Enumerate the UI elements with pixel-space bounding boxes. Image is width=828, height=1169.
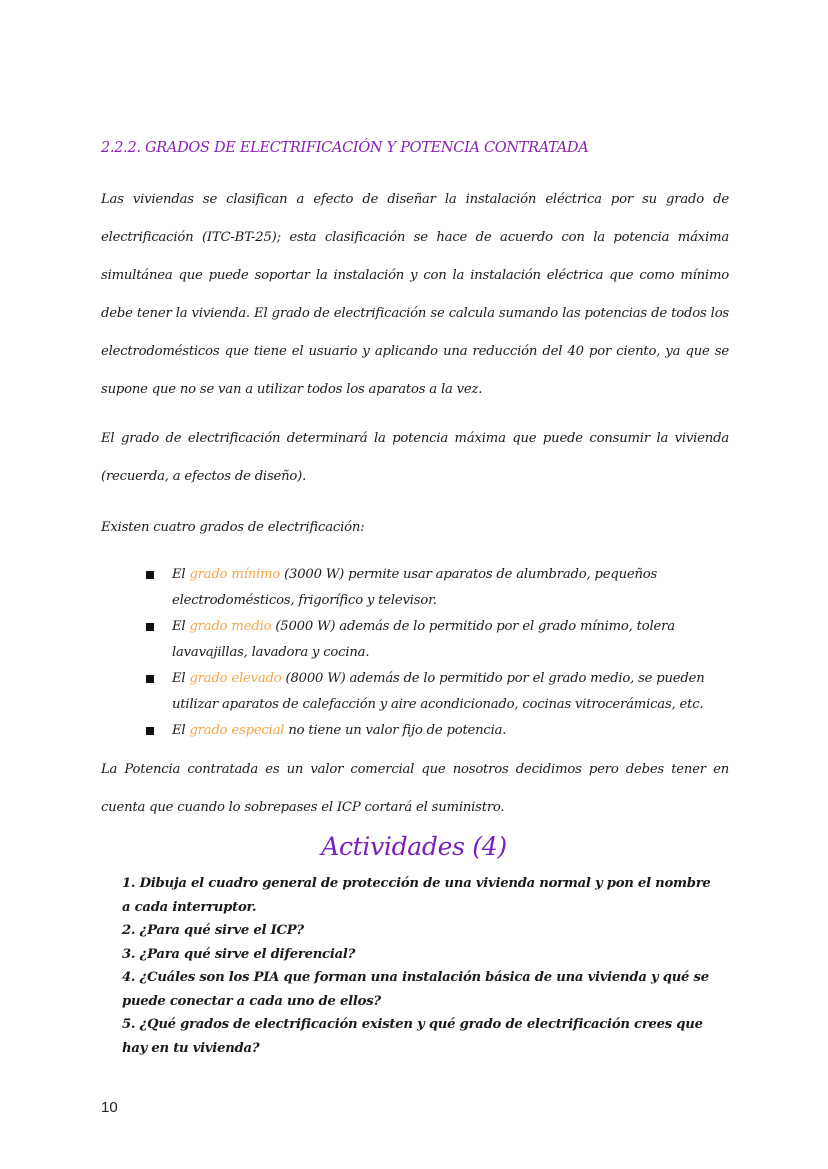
square-bullet-icon — [146, 675, 154, 683]
grade-highlight: grado especial — [189, 723, 285, 738]
square-bullet-icon — [146, 727, 154, 735]
grade-prefix: El — [172, 723, 190, 738]
activity-item: 1. Dibuja el cuadro general de protección de una vivienda normal y pon el nombre a cada interruptor. — [122, 876, 711, 915]
grade-description: no tiene un valor fijo de potencia. — [284, 723, 507, 738]
list-item — [143, 718, 733, 744]
activity-item: 5. ¿Qué grados de electrificación existen y qué grado de electrificación crees que hay en tu vivienda? — [122, 1017, 703, 1056]
square-bullet-icon — [146, 571, 154, 579]
grade-prefix: El — [172, 619, 190, 634]
list-item — [143, 666, 733, 718]
activities-list — [122, 872, 722, 1060]
paragraph-four-grades: Existen cuatro grados de electrificación: — [101, 520, 365, 535]
list-item — [143, 562, 733, 614]
grade-highlight: grado elevado — [189, 671, 282, 686]
grade-prefix: El — [172, 567, 190, 582]
list-item — [143, 614, 733, 666]
activity-item: 3. ¿Para qué sirve el diferencial? — [122, 946, 356, 962]
paragraph-contracted-power: La Potencia contratada es un valor comercial que nosotros decidimos pero debes tener en cuenta que cuando lo sobrepases el ICP cortará el suministro. — [101, 762, 729, 815]
grades-list — [143, 562, 733, 744]
grade-highlight: grado mínimo — [189, 567, 281, 582]
page-number: 10 — [101, 1099, 118, 1116]
section-title: 2.2.2. GRADOS DE ELECTRIFICACIÓN Y POTENCIA CONTRATADA — [101, 140, 589, 156]
activity-item: 4. ¿Cuáles son los PIA que forman una instalación básica de una vivienda y qué se puede conectar a cada uno de ellos? — [122, 970, 709, 1009]
grade-highlight: grado medio — [189, 619, 272, 634]
grade-description: (5000 W) además de lo permitido por el grado mínimo, tolera lavavajillas, lavadora y cocina. — [172, 619, 675, 660]
activity-item: 2. ¿Para qué sirve el ICP? — [122, 923, 304, 938]
square-bullet-icon — [146, 623, 154, 631]
grade-prefix: El — [172, 671, 190, 686]
grade-description: (3000 W) permite usar aparatos de alumbrado, pequeños electrodomésticos, frigorífico y televisor. — [172, 567, 658, 608]
grade-description: (8000 W) además de lo permitido por el grado medio, se pueden utilizar aparatos de calefacción y aire acondicionado, cocinas vitrocerámicas, etc. — [172, 671, 705, 712]
activities-title: Actividades (4) — [321, 832, 507, 861]
paragraph-classification: Las viviendas se clasifican a efecto de diseñar la instalación eléctrica por su grado de electrificación (ITC-BT-25); esta clasificación se hace de acuerdo con la potencia máxima simultánea que puede soportar la instalación y con la instalación eléctrica que como mínimo debe tener la vivienda. El grado de electrificación se calcula sumando las potencias de todos los electrodomésticos que tiene el usuario y aplicando una reducción del 40 por ciento, ya que se supone que no se van a utilizar todos los aparatos a la vez. — [101, 192, 729, 397]
paragraph-max-power: El grado de electrificación determinará la potencia máxima que puede consumir la vivienda (recuerda, a efectos de diseño). — [101, 431, 729, 484]
